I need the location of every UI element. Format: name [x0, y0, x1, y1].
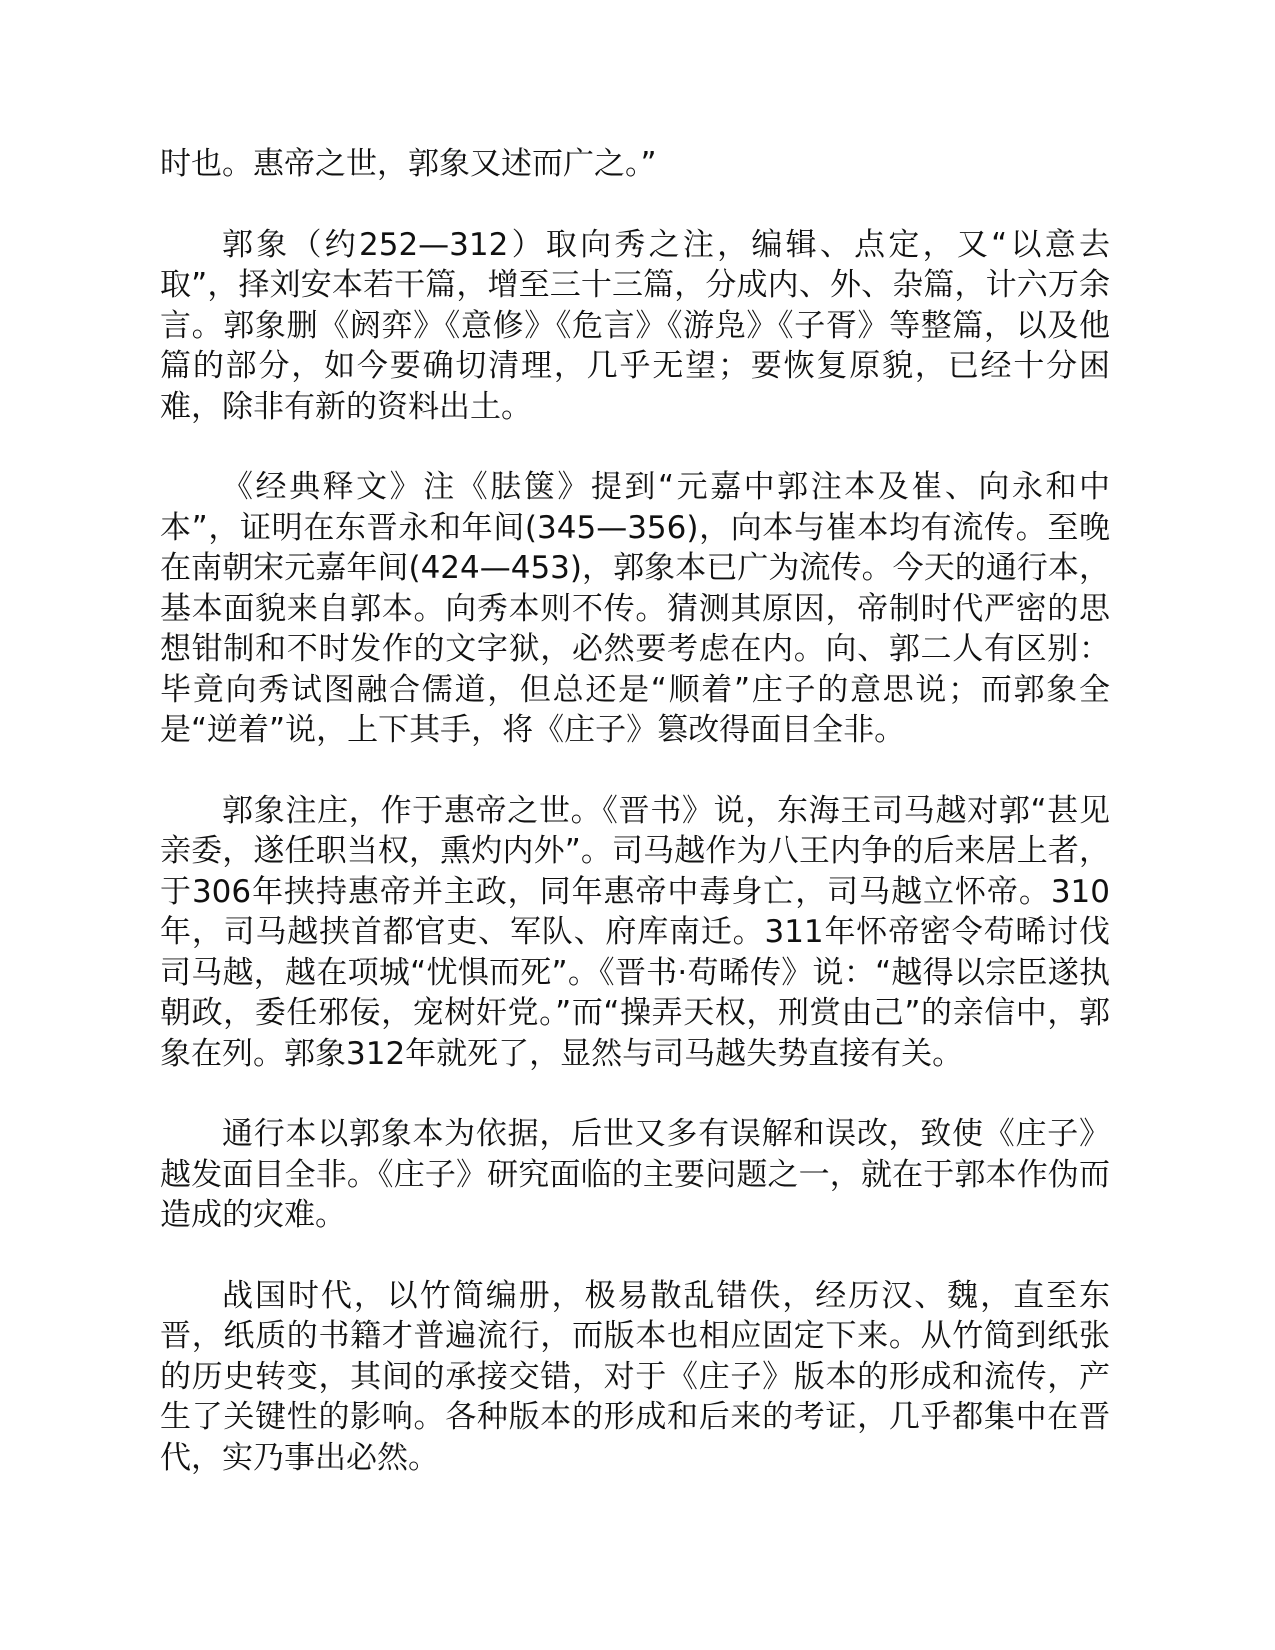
paragraph-warring-states: 战国时代，以竹简编册，极易散乱错佚，经历汉、魏，直至东晋，纸质的书籍才普遍流行，而版本也相应固定下来。从竹简到纸张的历史转变，其间的承接交错，对于《庄子》版本的形成和流传，产生了关键性的影响。各种版本的形成和后来的考证，几乎都集中在晋代，实乃事出必然。: [160, 1277, 1110, 1476]
paragraph-guo-xiang-edition: 郭象（约252—312）取向秀之注，编辑、点定，又“以意去取”，择刘安本若干篇，增至三十三篇，分成内、外、杂篇，计六万余言。郭象删《阏弈》《意修》《危言》《游凫》《子胥》等整篇，以及他篇的部分，如今要确切清理，几乎无望；要恢复原貌，已经十分困难，除非有新的资料出土。: [160, 226, 1110, 425]
paragraph-continuation: 时也。惠帝之世，郭象又述而广之。”: [160, 146, 657, 182]
document-page: [160, 144, 1110, 1518]
paragraph-guo-xiang-sima-yue: 郭象注庄，作于惠帝之世。《晋书》说，东海王司马越对郭“甚见亲委，遂任职当权，熏灼内外”。司马越作为八王内争的后来居上者，于306年挟持惠帝并主政，同年惠帝中毒身亡，司马越立怀帝。310年，司马越挟首都官吏、军队、府库南迁。311年怀帝密令苟晞讨伐司马越，越在项城“忧惧而死”。《晋书·苟晞传》说：“越得以宗臣遂执朝政，委任邪佞，宠树奸党。”而“操弄天权，刑赏由己”的亲信中，郭象在列。郭象312年就死了，显然与司马越失势直接有关。: [160, 792, 1110, 1072]
paragraph-jingdian-shiwen: 《经典释文》注《胠箧》提到“元嘉中郭注本及崔、向永和中本”，证明在东晋永和年间(345—356)，向本与崔本均有流传。至晚在南朝宋元嘉年间(424—453)，郭象本已广为流传。今天的通行本，基本面貌来自郭本。向秀本则不传。猜测其原因，帝制时代严密的思想钳制和不时发作的文字狱，必然要考虑在内。向、郭二人有区别：毕竟向秀试图融合儒道，但总还是“顺着”庄子的意思说；而郭象全是“逆着”说，上下其手，将《庄子》篡改得面目全非。: [160, 469, 1110, 748]
paragraph-common-edition: 通行本以郭象本为依据，后世又多有误解和误改，致使《庄子》越发面目全非。《庄子》研究面临的主要问题之一，就在于郭本作伪而造成的灾难。: [160, 1116, 1110, 1233]
